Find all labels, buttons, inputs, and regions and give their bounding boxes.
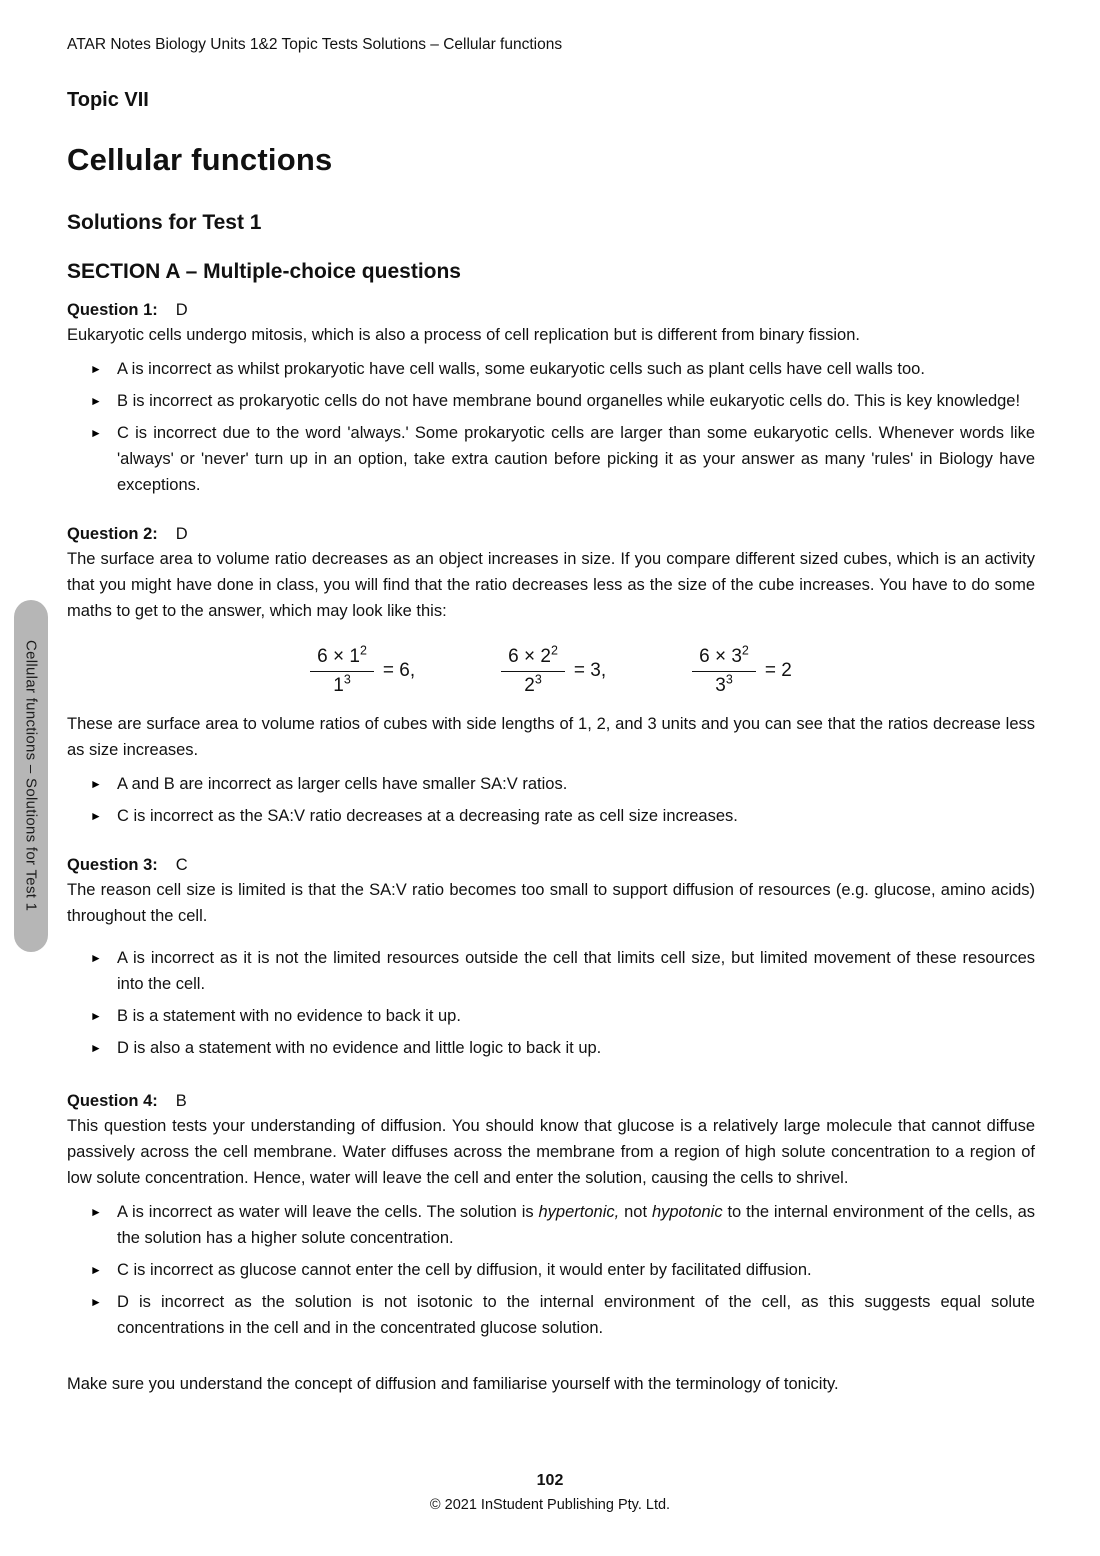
running-header: ATAR Notes Biology Units 1&2 Topic Tests Solutions – Cellular functions [67,36,563,53]
answer-letter: B [175,1091,187,1110]
bullet-text: B is incorrect as prokaryotic cells do not have membrane bound organelles while eukaryotic cells do. This is key knowledge! [117,392,1021,410]
formula-cube-2 [501,643,607,697]
question-3-bullets [67,945,1035,1061]
bullet-item [90,1199,1035,1251]
fraction-denominator: $2^3$ [524,672,542,696]
closing-note: Make sure you understand the concept of diffusion and familiarise yourself with the terminology of tonicity. [67,1374,839,1393]
topic-label: Topic VII [67,89,149,111]
question-1-head [67,298,1035,322]
bullet-text: C is incorrect as glucose cannot enter the cell by diffusion, it would enter by facilitated diffusion. [117,1260,812,1279]
bullet-text: B is a statement with no evidence to back it up. [117,1006,461,1025]
question-3 [67,853,1035,1061]
bullet-text: A is incorrect as water will leave the cells. The solution is hypertonic, not hypotonic to the internal environment of the cells, as the solution has a higher solute concentration. [117,1202,1035,1247]
fraction-numerator: $6 \times 1^2$ [310,646,374,672]
bullet-item [90,1003,1035,1029]
bullet-item [90,803,1035,829]
formula-cube-1 [310,643,416,697]
question-4-bullets [67,1199,1035,1341]
question-4 [67,1089,1035,1341]
page-footer [0,1470,1100,1514]
bullet-arrow-icon: ► [90,1040,102,1055]
question-2-intro: The surface area to volume ratio decreases as an object increases in size. If you compare different sized cubes, which is an activity that you might have done in class, you will find that the ratio decreases less as the size of the cube increases. You have to do some maths to get to the answer, which may look like this: [67,550,1035,620]
question-label: Question 4: [67,1091,158,1110]
question-label: Question 3: [67,855,158,874]
question-1-bullets [67,356,1035,498]
fraction-numerator: $6 \times 3^2$ [692,646,756,672]
bullet-arrow-icon: ► [90,1262,102,1277]
fraction [501,643,565,697]
answer-letter: D [175,525,188,543]
formula-result: = 2 [764,660,792,682]
question-1-intro: Eukaryotic cells undergo mitosis, which is also a process of cell replication but is different from binary fission. [67,326,860,344]
bullet-arrow-icon: ► [90,776,102,791]
fraction-denominator: $3^3$ [715,672,733,696]
subtitle: Solutions for Test 1 [67,211,262,234]
question-4-intro: This question tests your understanding of diffusion. You should know that glucose is a relatively large molecule that cannot diffuse passively across the cell membrane. Water diffuses across the membrane from a region of high solute concentration to a region of low solute concentration. Hence, water will leave the cell and enter the solution, causing the cells to shrivel. [67,1116,1035,1187]
answer-letter: D [175,301,188,319]
copyright: © 2021 InStudent Publishing Pty. Ltd. [429,1497,671,1513]
question-2 [67,522,1035,829]
bullet-arrow-icon: ► [90,1204,102,1219]
bullet-arrow-icon: ► [90,394,102,408]
formula-cube-3 [692,643,792,697]
bullet-arrow-icon: ► [90,362,102,376]
bullet-arrow-icon: ► [90,426,102,440]
bullet-arrow-icon: ► [90,950,102,965]
question-3-intro: The reason cell size is limited is that the SA:V ratio becomes too small to support diffusion of resources (e.g. glucose, amino acids) throughout the cell. [67,880,1035,925]
bullet-arrow-icon: ► [90,1008,102,1023]
bullet-item [90,1257,1035,1283]
bullet-arrow-icon: ► [90,808,102,823]
bullet-text: A is incorrect as it is not the limited resources outside the cell that limits cell size, but limited movement of these resources into the cell. [117,948,1035,993]
fraction-numerator: $6 \times 2^2$ [501,646,565,672]
formula-result: = 6, [382,660,416,682]
question-3-head [67,853,1035,877]
fraction [310,643,374,697]
bullet-text: A and B are incorrect as larger cells have smaller SA:V ratios. [117,774,568,793]
formula-row [67,643,1035,697]
question-label: Question 1: [67,301,158,319]
question-1 [67,298,1035,498]
bullet-item [90,420,1035,498]
bullet-item [90,1289,1035,1341]
bullet-text: C is incorrect due to the word 'always.' Some prokaryotic cells are larger than some eukaryotic cells. Whenever words like 'always' or 'never' turn up in an option, take extra caution before picking it as your answer as many 'rules' in Biology have exceptions. [117,424,1035,494]
question-2-bullets [67,771,1035,829]
section-heading: SECTION A – Multiple-choice questions [67,260,461,283]
formula-result: = 3, [573,660,607,682]
question-label: Question 2: [67,525,158,543]
question-2-followup: These are surface area to volume ratios of cubes with side lengths of 1, 2, and 3 units and you can see that the ratios decrease less as size increases. [67,714,1035,759]
fraction [692,643,756,697]
bullet-text: D is also a statement with no evidence and little logic to back it up. [117,1038,602,1057]
bullet-item [90,945,1035,997]
bullet-text: C is incorrect as the SA:V ratio decreases at a decreasing rate as cell size increases. [117,806,738,825]
bullet-text: A is incorrect as whilst prokaryotic have cell walls, some eukaryotic cells such as plant cells have cell walls too. [117,360,925,378]
question-4-head [67,1089,1035,1113]
bullet-item [90,356,1035,382]
bullet-item [90,1035,1035,1061]
page-number: 102 [536,1472,564,1489]
fraction-denominator: $1^3$ [333,672,351,696]
page-title: Cellular functions [67,142,333,177]
answer-letter: C [175,855,188,874]
side-tab-label: Cellular functions – Solutions for Test 1 [22,640,40,912]
bullet-arrow-icon: ► [90,1294,102,1309]
bullet-item [90,388,1035,414]
side-tab [14,600,48,952]
question-2-head [67,522,1035,546]
bullet-item [90,771,1035,797]
bullet-text: D is incorrect as the solution is not isotonic to the internal environment of the cell, as this suggests equal solute concentrations in the cell and in the concentrated glucose solution. [117,1292,1035,1337]
